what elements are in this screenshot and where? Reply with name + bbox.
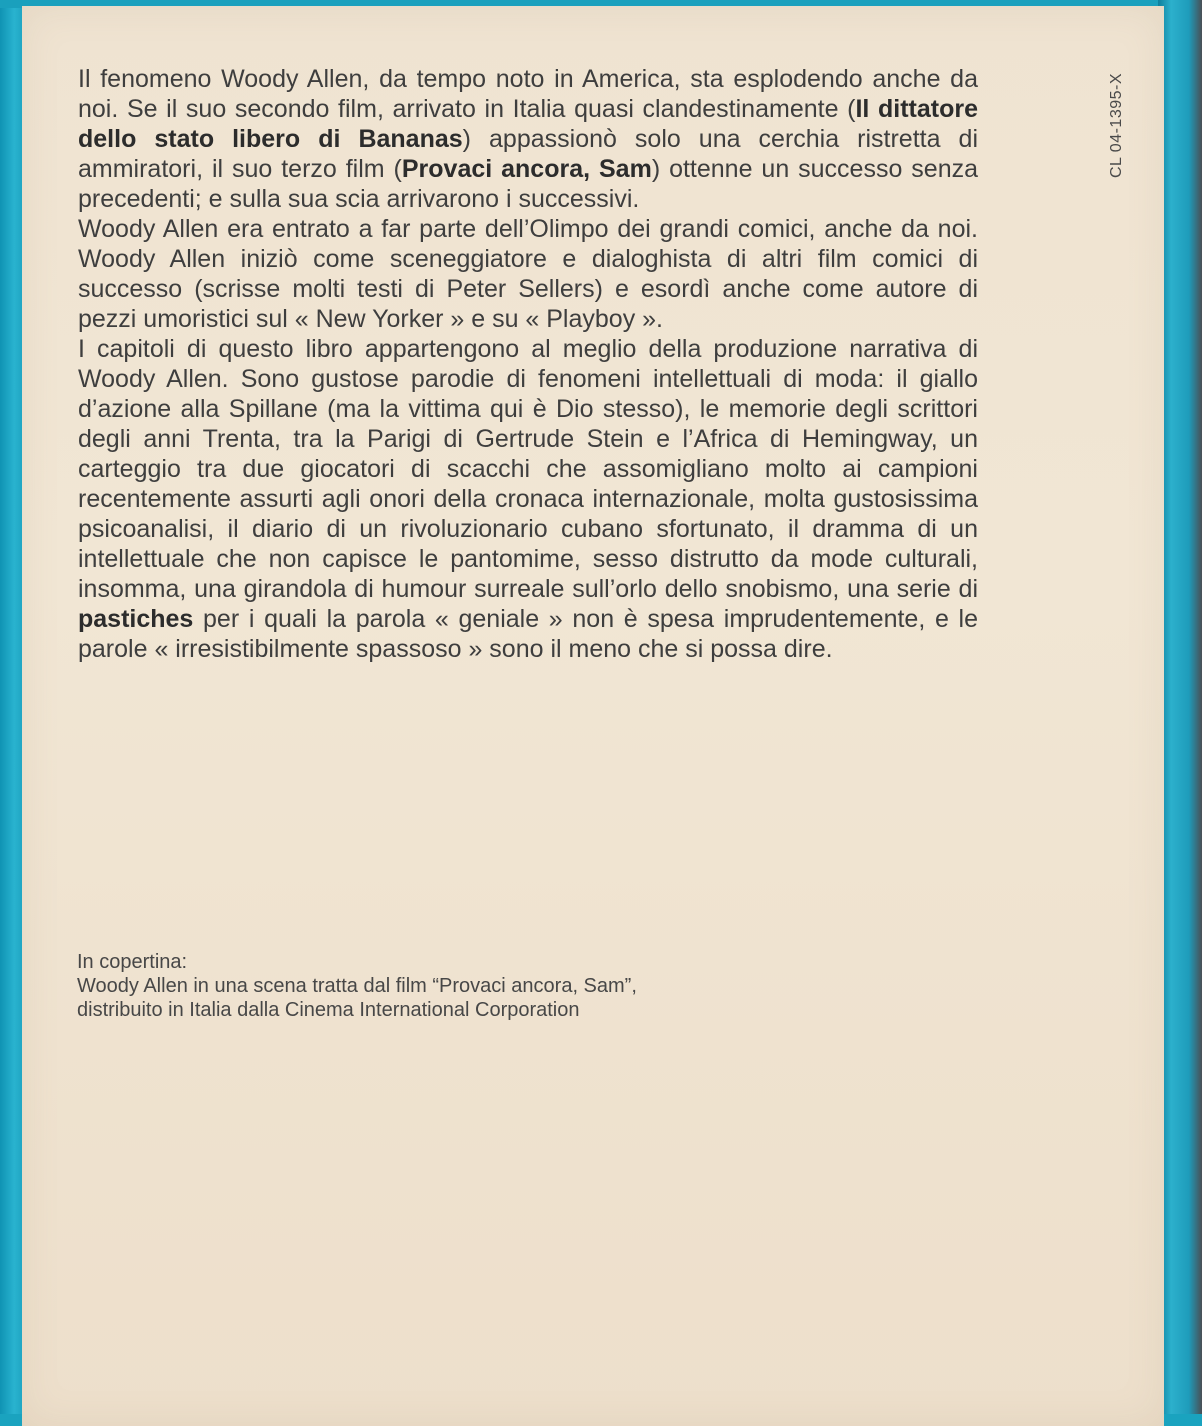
blurb-paragraph-2: Woody Allen era entrato a far parte dell’Olimpo dei grandi comici, anche da noi. Woody Allen iniziò come sceneggiatore e dialoghista di altri film comici di successo (scrisse molti testi di Peter Sellers) e esordì anche come autore di pezzi umoristici sul « New Yorker » e su « Playboy ». xyxy=(78,215,978,333)
film-title-bananas: Il dittatore dello stato libero di Bananas xyxy=(78,95,978,153)
cover-frame-right xyxy=(1158,0,1202,1414)
cover-caption xyxy=(77,950,897,1022)
pastiches-emphasis: pastiches xyxy=(78,605,194,633)
blurb-p3-after: per i quali la parola « geniale » non è spesa imprudentemente, e le parole « irresistibilmente spassoso » sono il meno che si possa dire. xyxy=(78,605,978,663)
blurb-p3-before: I capitoli di questo libro appartengono al meglio della produzione narrativa di Woody Allen. Sono gustose parodie di fenomeni intellettuali di moda: il giallo d’azione alla Spillane (ma la vittima qui è Dio stesso), le memorie degli scrittori degli anni Trenta, tra la Parigi di Gertrude Stein e l’Africa di Hemingway, un carteggio tra due giocatori di scacchi che assomigliano molto ai campioni recentemente assurti agli onori della cronaca internazionale, molta gustosissima psicoanalisi, il diario di un rivoluzionario cubano sfortunato, il dramma di un intellettuale che non capisce le pantomime, sesso distrutto da mode culturali, insomma, una girandola di humour surreale sull’orlo dello snobismo, una serie di xyxy=(78,335,978,603)
blurb-paragraph-1 xyxy=(78,64,978,214)
blurb-p1-middle: ) appassionò solo una cerchia ristretta di ammiratori, il suo terzo film ( xyxy=(78,125,978,183)
blurb-p1-end: ) ottenne un successo senza precedenti; e sulla sua scia arrivarono i successivi. xyxy=(78,155,978,213)
blurb-p1-intro: Il fenomeno Woody Allen, da tempo noto in America, sta esplodendo anche da noi. Se il suo secondo film, arrivato in Italia quasi clandestinamente ( xyxy=(78,65,978,123)
caption-line-1: Woody Allen in una scena tratta dal film “Provaci ancora, Sam”, xyxy=(77,975,637,997)
caption-heading: In copertina: xyxy=(77,951,188,973)
catalog-code: CL 04-1395-X xyxy=(1108,72,1125,178)
caption-line-2: distribuito in Italia dalla Cinema International Corporation xyxy=(77,999,580,1021)
film-title-provaci: Provaci ancora, Sam xyxy=(401,155,652,183)
blurb-text xyxy=(78,64,978,664)
blurb-paragraph-3 xyxy=(78,334,978,664)
